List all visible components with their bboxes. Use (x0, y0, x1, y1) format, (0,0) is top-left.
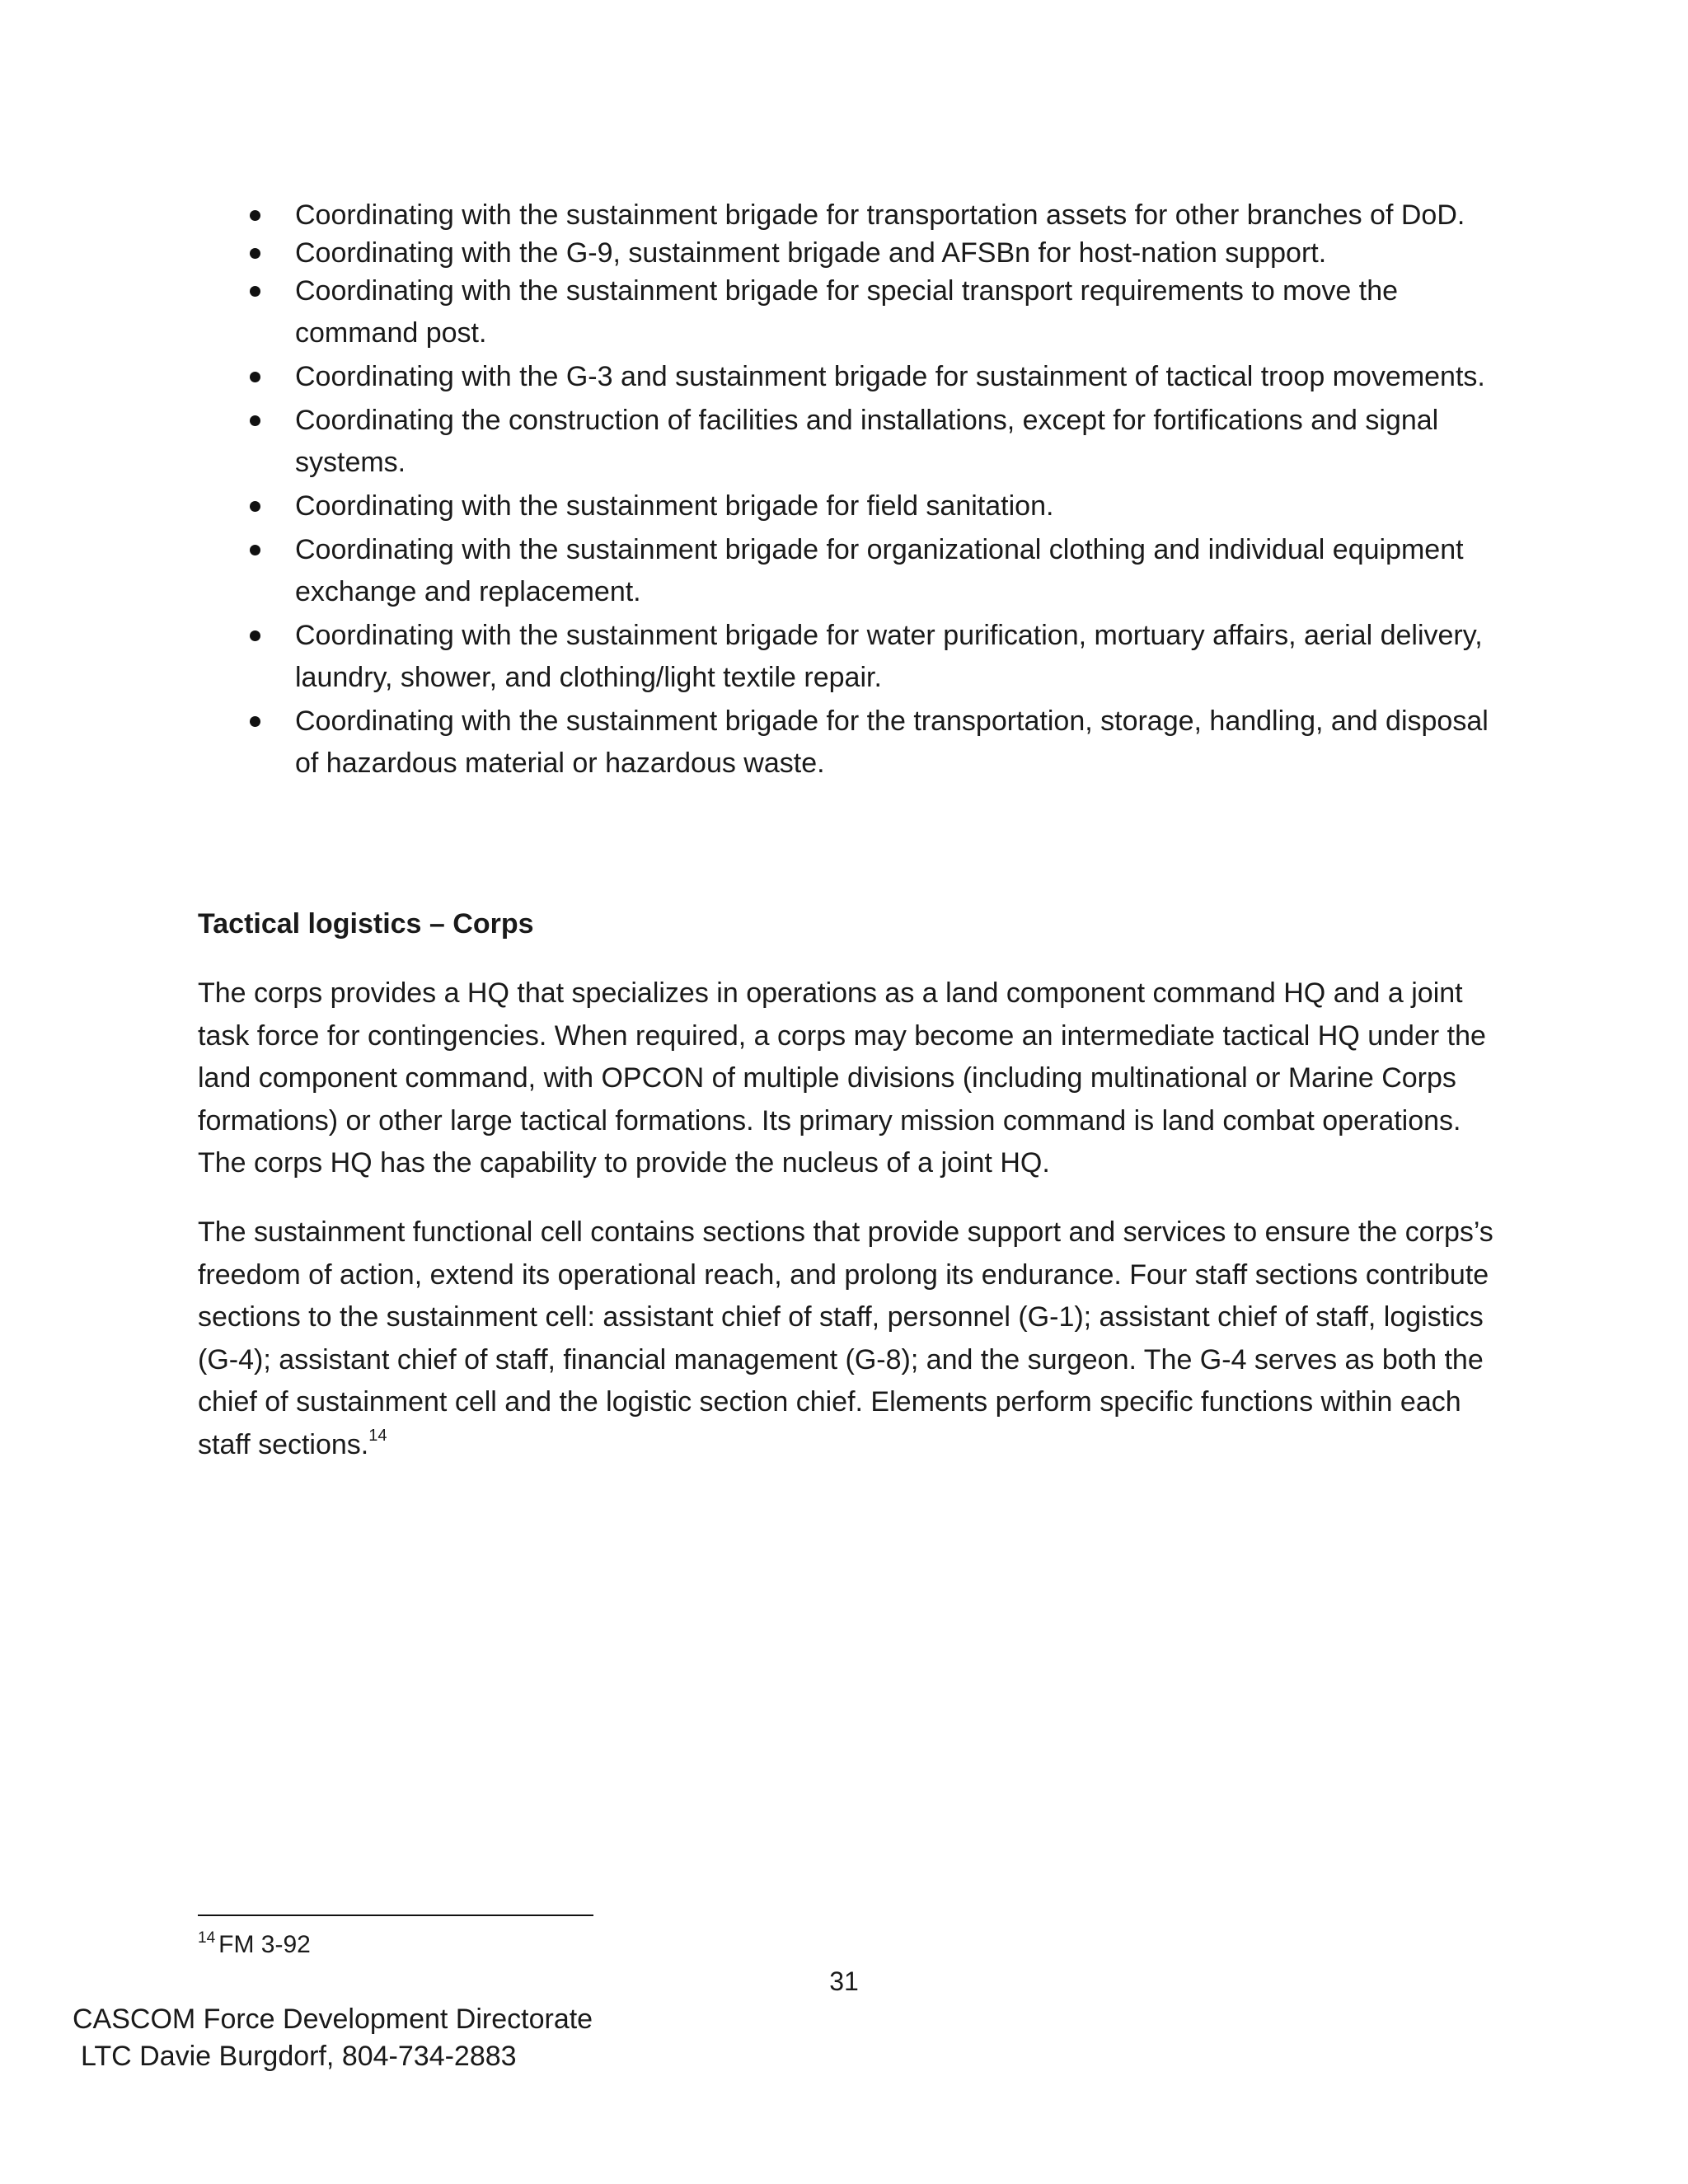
bullet-icon (250, 372, 260, 382)
footnote (198, 1929, 311, 1961)
list-item-text: Coordinating with the sustainment brigade for organizational clothing and individual equipment exchange and replacement. (295, 534, 1464, 607)
footnote-text: FM 3-92 (218, 1931, 311, 1958)
list-item-text: Coordinating with the sustainment brigade for transportation assets for other branches of DoD. (295, 199, 1465, 231)
list-item (198, 615, 1500, 699)
bullet-icon (250, 716, 260, 727)
list-item-text: Coordinating the construction of facilities and installations, except for fortifications and signal systems. (295, 405, 1439, 478)
list-item (198, 270, 1500, 354)
bullet-icon (250, 545, 260, 555)
list-item (198, 701, 1500, 785)
bullet-icon (250, 286, 260, 297)
section-heading: Tactical logistics – Corps (198, 908, 534, 940)
list-item-text: Coordinating with the sustainment brigade for field sanitation. (295, 490, 1054, 522)
list-item (198, 485, 1500, 527)
list-item-text: Coordinating with the sustainment brigade for special transport requirements to move the command post. (295, 275, 1399, 349)
bullet-icon (250, 630, 260, 641)
list-item (198, 400, 1500, 484)
footnote-number: 14 (198, 1929, 216, 1947)
bullet-list (198, 194, 1500, 786)
bullet-icon (250, 415, 260, 426)
footnote-reference[interactable]: 14 (368, 1426, 387, 1445)
bullet-icon (250, 248, 260, 259)
list-item-text: Coordinating with the sustainment brigade for water purification, mortuary affairs, aerial delivery, laundry, shower, and clothing/light textile repair. (295, 620, 1483, 693)
paragraph-text: The sustainment functional cell contains sections that provide support and services to ensure the corps’s freedom of action, extend its operational reach, and prolong its endurance. Four staff sections contribute sections to the sustainment cell: assistant chief of staff, personnel (G-1); assistant chief of staff, logistics (G-4); assistant chief of staff, financial management (G-8); and the surgeon. The G-4 serves as both the chief of sustainment cell and the logistic section chief. Elements perform specific functions within each staff sections. (198, 1216, 1493, 1460)
list-item-text: Coordinating with the G-9, sustainment brigade and AFSBn for host-nation support. (295, 237, 1327, 269)
body-paragraph: The corps provides a HQ that specializes in operations as a land component command HQ and a joint task force for contingencies. When required, a corps may become an intermediate tactical HQ under the land component command, with OPCON of multiple divisions (including multinational or Marine Corps formations) or other large tactical formations. Its primary mission command is land combat operations. The corps HQ has the capability to provide the nucleus of a joint HQ. (198, 977, 1486, 1179)
page-number: 31 (829, 1966, 859, 1996)
bullet-icon (250, 210, 260, 221)
list-item (198, 529, 1500, 613)
list-item (198, 232, 1500, 274)
bullet-icon (250, 501, 260, 512)
list-item-text: Coordinating with the sustainment brigade for the transportation, storage, handling, and disposal of hazardous material or hazardous waste. (295, 705, 1489, 779)
list-item (198, 194, 1500, 237)
list-item (198, 356, 1500, 398)
body-paragraph (198, 1212, 1500, 1466)
footer-contact: LTC Davie Burgdorf, 804-734-2883 (81, 2041, 517, 2072)
list-item-text: Coordinating with the G-3 and sustainment brigade for sustainment of tactical troop movements. (295, 361, 1485, 392)
footnote-divider (198, 1915, 593, 1916)
footer-organization: CASCOM Force Development Directorate (73, 2004, 593, 2035)
